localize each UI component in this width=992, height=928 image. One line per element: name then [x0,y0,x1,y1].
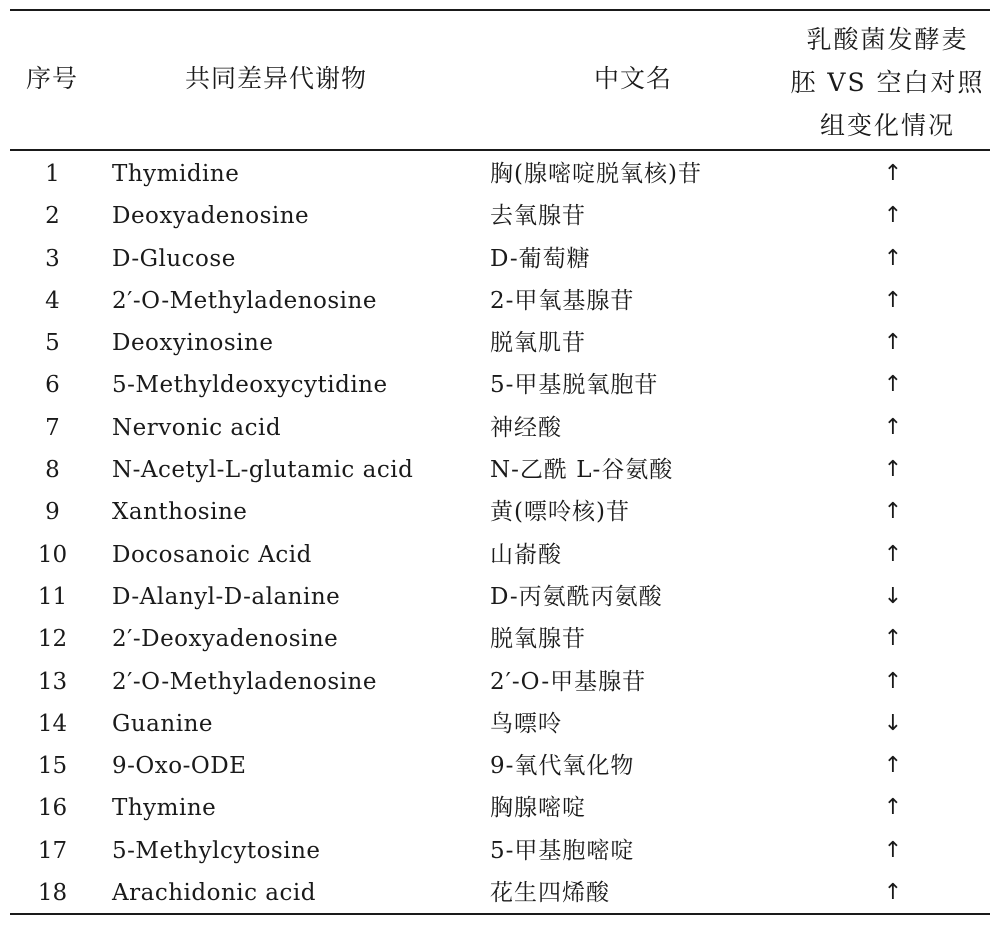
change-arrow: ↑ [883,880,903,906]
row-index: 2 [45,203,60,230]
row-index: 16 [37,795,68,822]
chinese-name: 神经酸 [490,414,562,441]
row-index: 15 [37,753,68,780]
metabolite-name: Deoxyadenosine [112,203,310,230]
chinese-name: 黄(嘌呤核)苷 [490,499,630,526]
chinese-name: 山嵛酸 [490,541,562,568]
table-row [0,237,992,279]
row-index: 17 [37,837,68,864]
chinese-name: D-丙氨酰丙氨酸 [490,583,663,610]
table-row [0,152,992,194]
chinese-name: 胸腺嘧啶 [490,795,586,822]
row-index: 13 [37,668,68,695]
top-rule [10,9,990,11]
header-rule [10,149,990,151]
change-arrow: ↑ [883,203,903,229]
header-change-line2: 胚 VS 空白对照 [790,68,985,97]
table-row [0,786,992,828]
metabolite-name: 2′-Deoxyadenosine [112,626,339,653]
metabolite-name: N-Acetyl-L-glutamic acid [112,457,414,484]
metabolite-name: Deoxyinosine [112,330,274,357]
row-index: 14 [37,710,68,737]
row-index: 8 [45,457,60,484]
metabolite-name: Nervonic acid [112,414,282,441]
row-index: 11 [37,583,68,610]
change-arrow: ↑ [883,161,903,186]
metabolite-name: Thymine [112,795,217,822]
row-index: 12 [37,626,68,653]
header-change-line1: 乳酸菌发酵麦 [806,25,969,54]
change-arrow: ↑ [883,837,903,863]
row-index: 7 [45,414,60,441]
change-arrow: ↑ [883,795,903,821]
change-arrow: ↑ [883,457,903,483]
metabolite-name: Guanine [112,710,213,737]
change-arrow: ↑ [883,499,903,525]
row-index: 9 [45,499,60,526]
chinese-name: N-乙酰 L-谷氨酸 [490,457,674,484]
table-row [0,321,992,363]
table-row [0,448,992,490]
table-row [0,533,992,575]
header-change-line3: 组变化情况 [819,111,955,140]
metabolite-name: Xanthosine [112,499,248,526]
metabolite-name: 2′-O-Methyladenosine [112,668,377,695]
table-row [0,829,992,871]
change-arrow: ↑ [883,753,903,779]
change-arrow: ↑ [883,414,903,440]
header-chinese-name: 中文名 [594,64,673,93]
metabolite-name: 9-Oxo-ODE [112,753,247,780]
chinese-name: 胸(腺嘧啶脱氧核)苷 [490,161,702,187]
change-arrow: ↑ [883,330,903,356]
table-row [0,406,992,448]
chinese-name: 花生四烯酸 [490,880,610,907]
row-index: 4 [45,287,60,314]
chinese-name: 去氧腺苷 [490,203,586,230]
table-row [0,744,992,786]
chinese-name: 鸟嘌呤 [490,710,562,737]
chinese-name: 脱氧腺苷 [490,626,586,653]
chinese-name: 9-氧代氧化物 [490,753,635,780]
metabolite-name: Thymidine [112,161,240,187]
metabolite-name: 2′-O-Methyladenosine [112,287,377,314]
row-index: 6 [45,372,60,399]
change-arrow: ↑ [883,372,903,398]
row-index: 18 [37,880,68,907]
change-arrow: ↑ [883,668,903,694]
table-row [0,363,992,405]
table-row [0,660,992,702]
chinese-name: D-葡萄糖 [490,245,591,272]
chinese-name: 2-甲氧基腺苷 [490,287,635,314]
change-arrow: ↓ [883,583,903,609]
table-row [0,279,992,321]
table-row [0,702,992,744]
table-body [0,152,992,913]
metabolite-name: D-Alanyl-D-alanine [112,583,341,610]
table-row [0,194,992,236]
table-row [0,871,992,913]
row-index: 1 [45,161,60,187]
chinese-name: 5-甲基胞嘧啶 [490,837,635,864]
chinese-name: 5-甲基脱氧胞苷 [490,372,659,399]
metabolite-name: 5-Methylcytosine [112,837,321,864]
bottom-rule [10,913,990,915]
row-index: 3 [45,245,60,272]
chinese-name: 2′-O-甲基腺苷 [490,668,647,695]
row-index: 5 [45,330,60,357]
header-metabolite: 共同差异代谢物 [185,64,368,93]
chinese-name: 脱氧肌苷 [490,330,586,357]
table-row [0,575,992,617]
change-arrow: ↓ [883,710,903,736]
metabolite-name: D-Glucose [112,245,236,272]
change-arrow: ↑ [883,626,903,652]
change-arrow: ↑ [883,245,903,271]
metabolite-name: 5-Methyldeoxycytidine [112,372,388,399]
change-arrow: ↑ [883,287,903,313]
table-row [0,490,992,532]
change-arrow: ↑ [883,541,903,567]
metabolite-name: Docosanoic Acid [112,541,312,568]
table-row [0,617,992,659]
header-change [785,18,990,147]
header-index: 序号 [26,64,79,93]
metabolite-name: Arachidonic acid [112,880,316,907]
row-index: 10 [37,541,68,568]
